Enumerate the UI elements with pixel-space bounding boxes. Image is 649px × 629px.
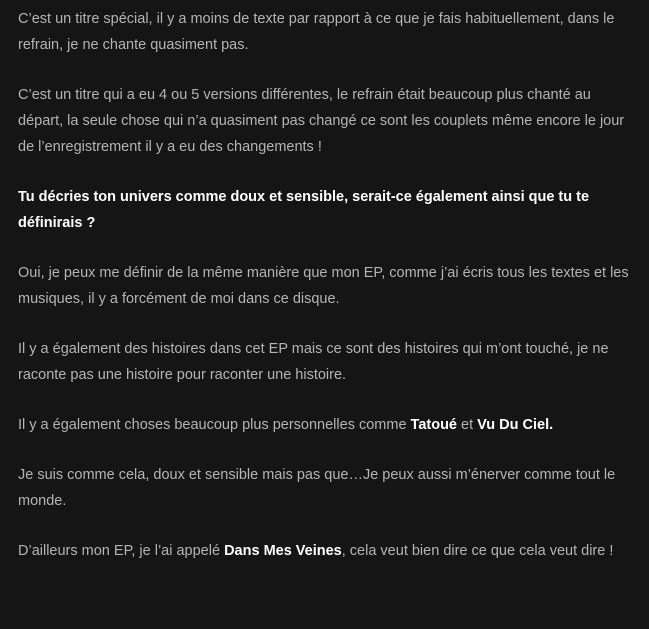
paragraph-5 bbox=[18, 412, 630, 438]
song-title-tatoue: Tatoué bbox=[410, 417, 457, 433]
paragraph-3: Oui, je peux me définir de la même manière que mon EP, comme j’ai écris tous les textes et les musiques, il y a forcément de moi dans ce disque. bbox=[18, 265, 629, 307]
song-title-vu-du-ciel: Vu Du Ciel. bbox=[477, 417, 554, 433]
article-body bbox=[18, 6, 630, 588]
paragraph-2: C’est un titre qui a eu 4 ou 5 versions différentes, le refrain était beaucoup plus chanté au départ, la seule chose qui n’a quasiment pas changé ce sont les couplets même encore le jour de l’enregistrement il y a eu des changements ! bbox=[18, 87, 625, 155]
paragraph-4: Il y a également des histoires dans cet EP mais ce sont des histoires qui m’ont touché, je ne raconte pas une histoire pour raconter une histoire. bbox=[18, 341, 609, 383]
interview-question: Tu décries ton univers comme doux et sensible, serait-ce également ainsi que tu te définirais ? bbox=[18, 189, 590, 231]
paragraph-7-text-before: D’ailleurs mon EP, je l’ai appelé bbox=[18, 543, 225, 559]
ep-title-dans-mes-veines: Dans Mes Veines bbox=[224, 543, 342, 559]
paragraph-5-text-before: Il y a également choses beaucoup plus personnelles comme bbox=[18, 417, 411, 433]
paragraph-5-text-middle: et bbox=[457, 417, 478, 433]
paragraph-7 bbox=[18, 538, 630, 564]
paragraph-1: C’est un titre spécial, il y a moins de texte par rapport à ce que je fais habituellement, dans le refrain, je ne chante quasiment pas. bbox=[18, 11, 615, 53]
paragraph-7-text-after: , cela veut bien dire ce que cela veut dire ! bbox=[341, 543, 614, 559]
paragraph-6: Je suis comme cela, doux et sensible mais pas que…Je peux aussi m’énerver comme tout le monde. bbox=[18, 467, 616, 509]
